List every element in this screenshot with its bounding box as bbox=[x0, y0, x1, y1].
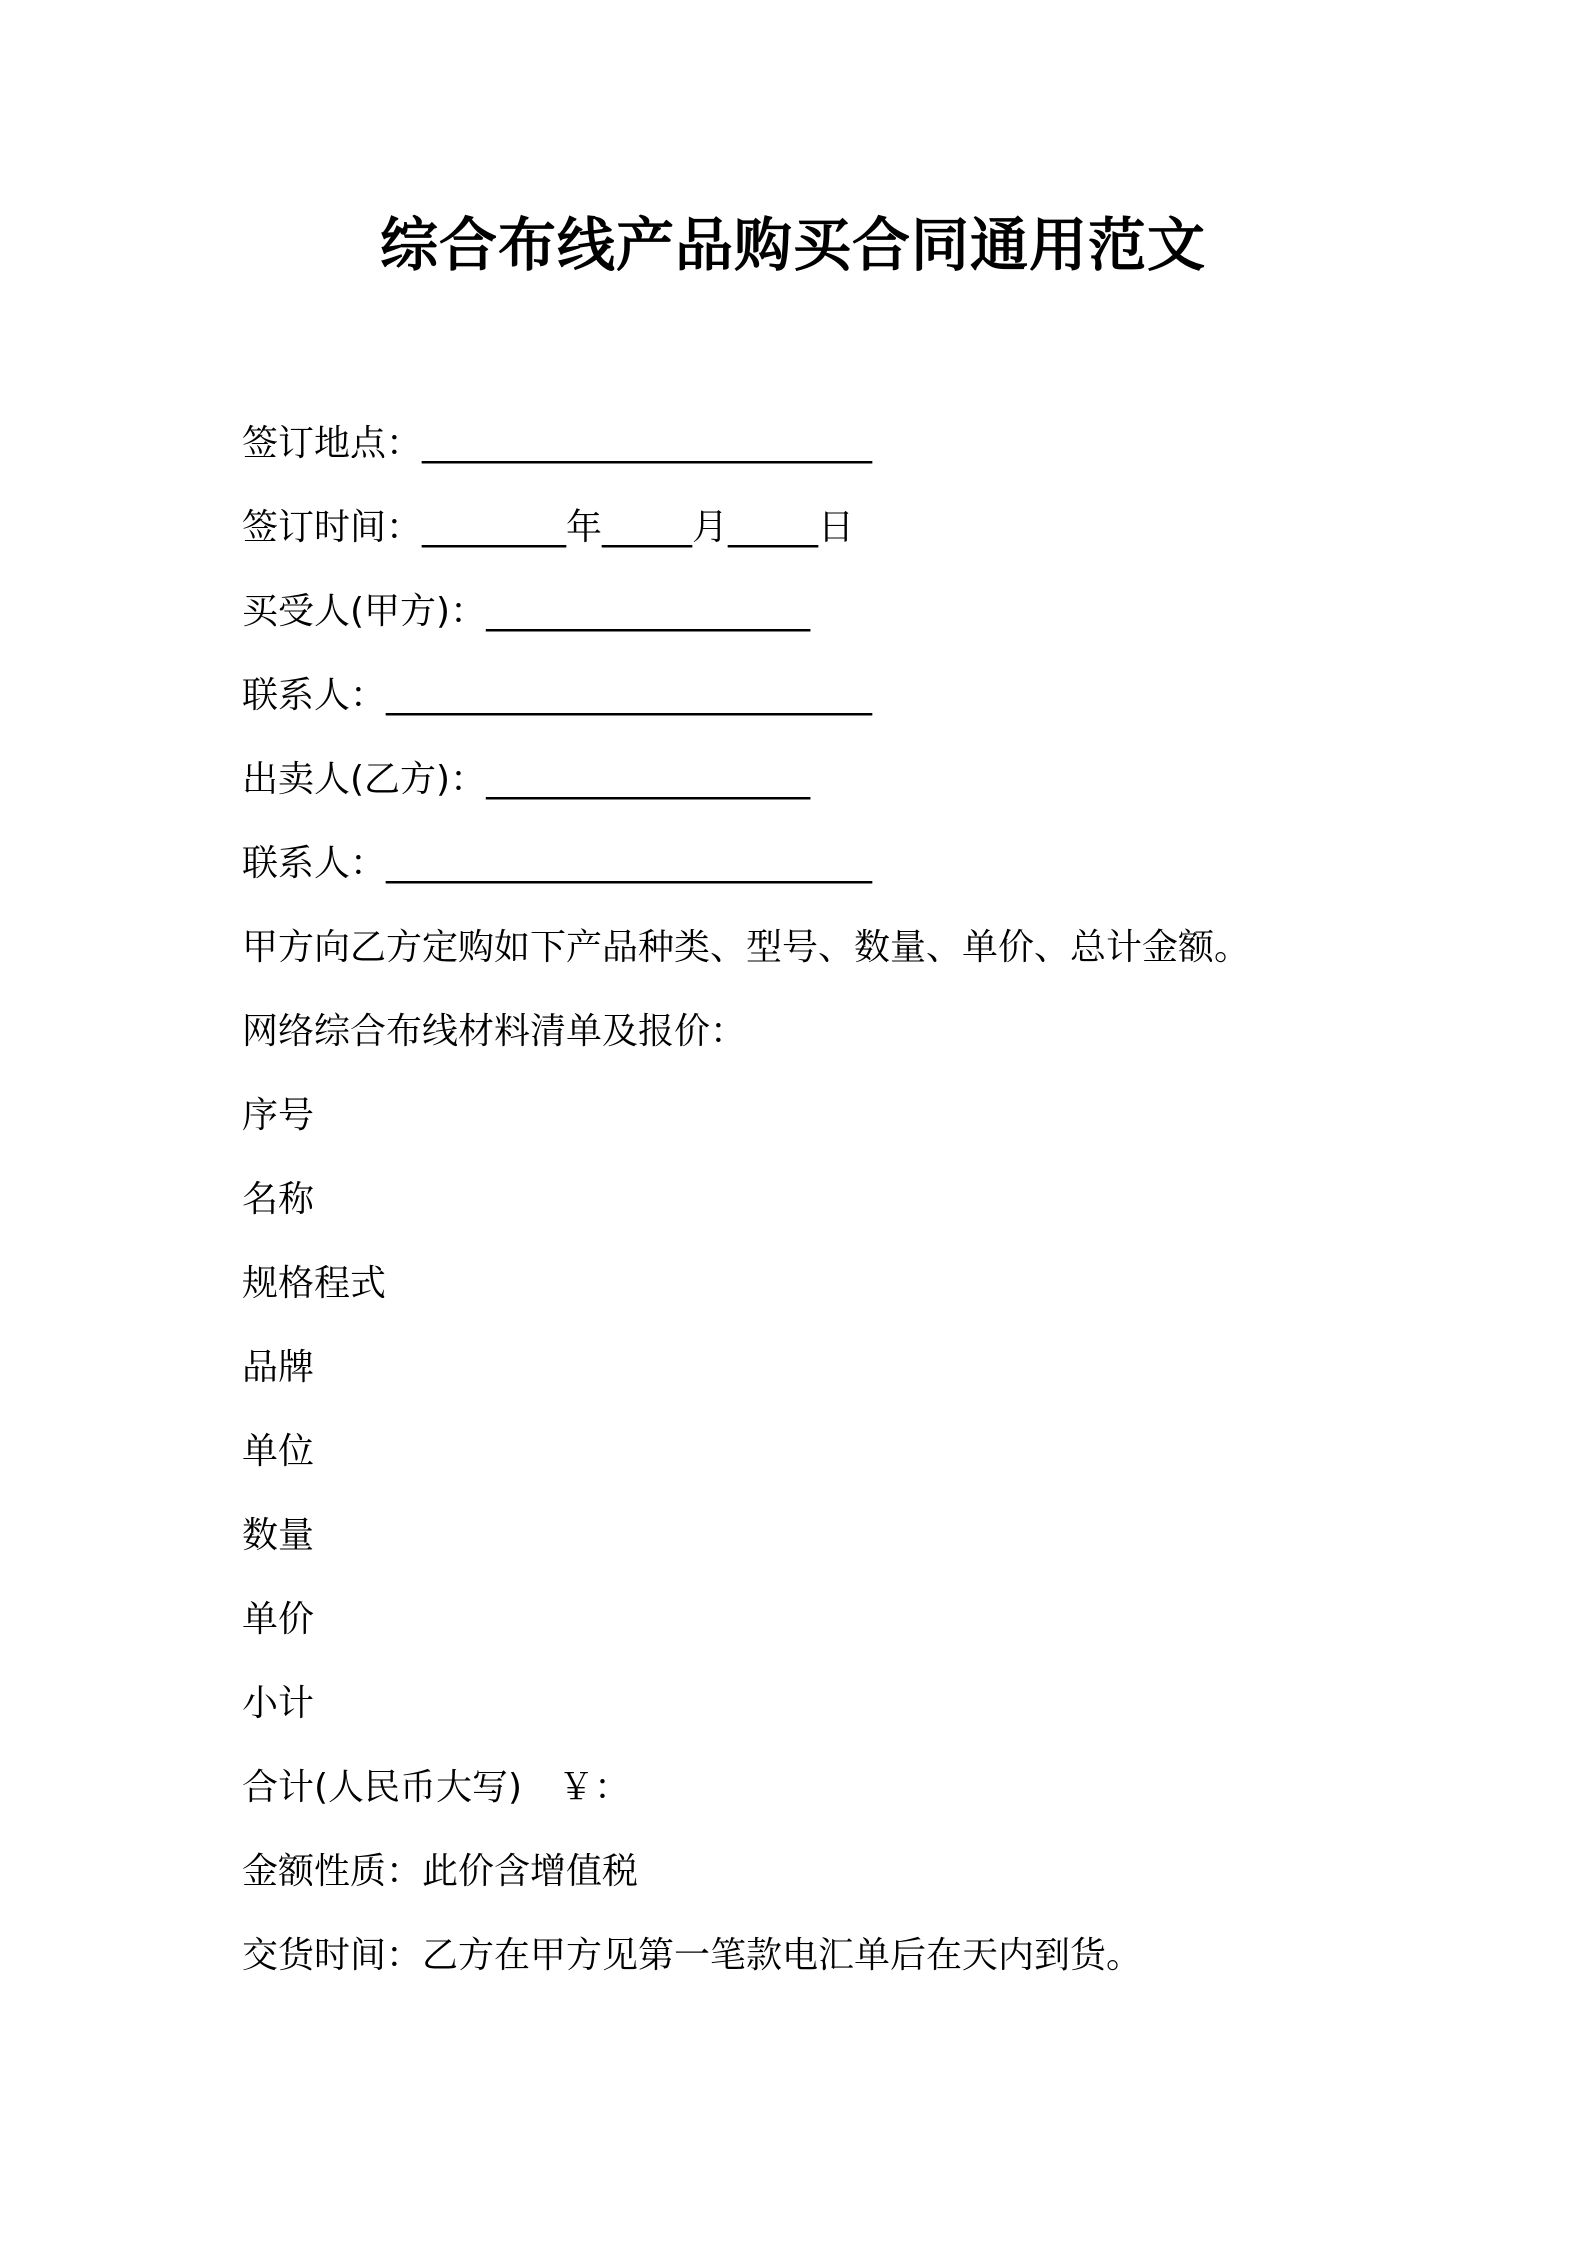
seller-contact-line: 联系人：___________________________ bbox=[242, 843, 873, 884]
document-body bbox=[242, 402, 1442, 1998]
field-unit: 单位 bbox=[242, 1431, 315, 1472]
field-unit-price: 单价 bbox=[242, 1599, 315, 1640]
field-brand: 品牌 bbox=[242, 1347, 315, 1388]
amount-nature-line: 金额性质：此价含增值税 bbox=[242, 1851, 639, 1892]
field-serial-number: 序号 bbox=[242, 1095, 315, 1136]
delivery-time-line: 交货时间：乙方在甲方见第一笔款电汇单后在天内到货。 bbox=[242, 1935, 1143, 1976]
order-statement: 甲方向乙方定购如下产品种类、型号、数量、单价、总计金额。 bbox=[242, 927, 1251, 968]
field-specification: 规格程式 bbox=[242, 1263, 387, 1304]
document-title: 综合布线产品购买合同通用范文 bbox=[379, 211, 1206, 279]
total-amount-line: 合计(人民币大写) ￥： bbox=[242, 1767, 631, 1808]
material-list-heading: 网络综合布线材料清单及报价： bbox=[242, 1011, 747, 1052]
seller-line: 出卖人(乙方)：__________________ bbox=[242, 759, 811, 800]
buyer-contact-line: 联系人：___________________________ bbox=[242, 675, 873, 716]
field-name: 名称 bbox=[242, 1179, 315, 1220]
field-subtotal: 小计 bbox=[242, 1683, 315, 1724]
signing-place-line: 签订地点：_________________________ bbox=[242, 423, 873, 464]
buyer-line: 买受人(甲方)：__________________ bbox=[242, 591, 811, 632]
field-quantity: 数量 bbox=[242, 1515, 315, 1556]
signing-date-line: 签订时间：________年_____月_____日 bbox=[242, 507, 855, 548]
